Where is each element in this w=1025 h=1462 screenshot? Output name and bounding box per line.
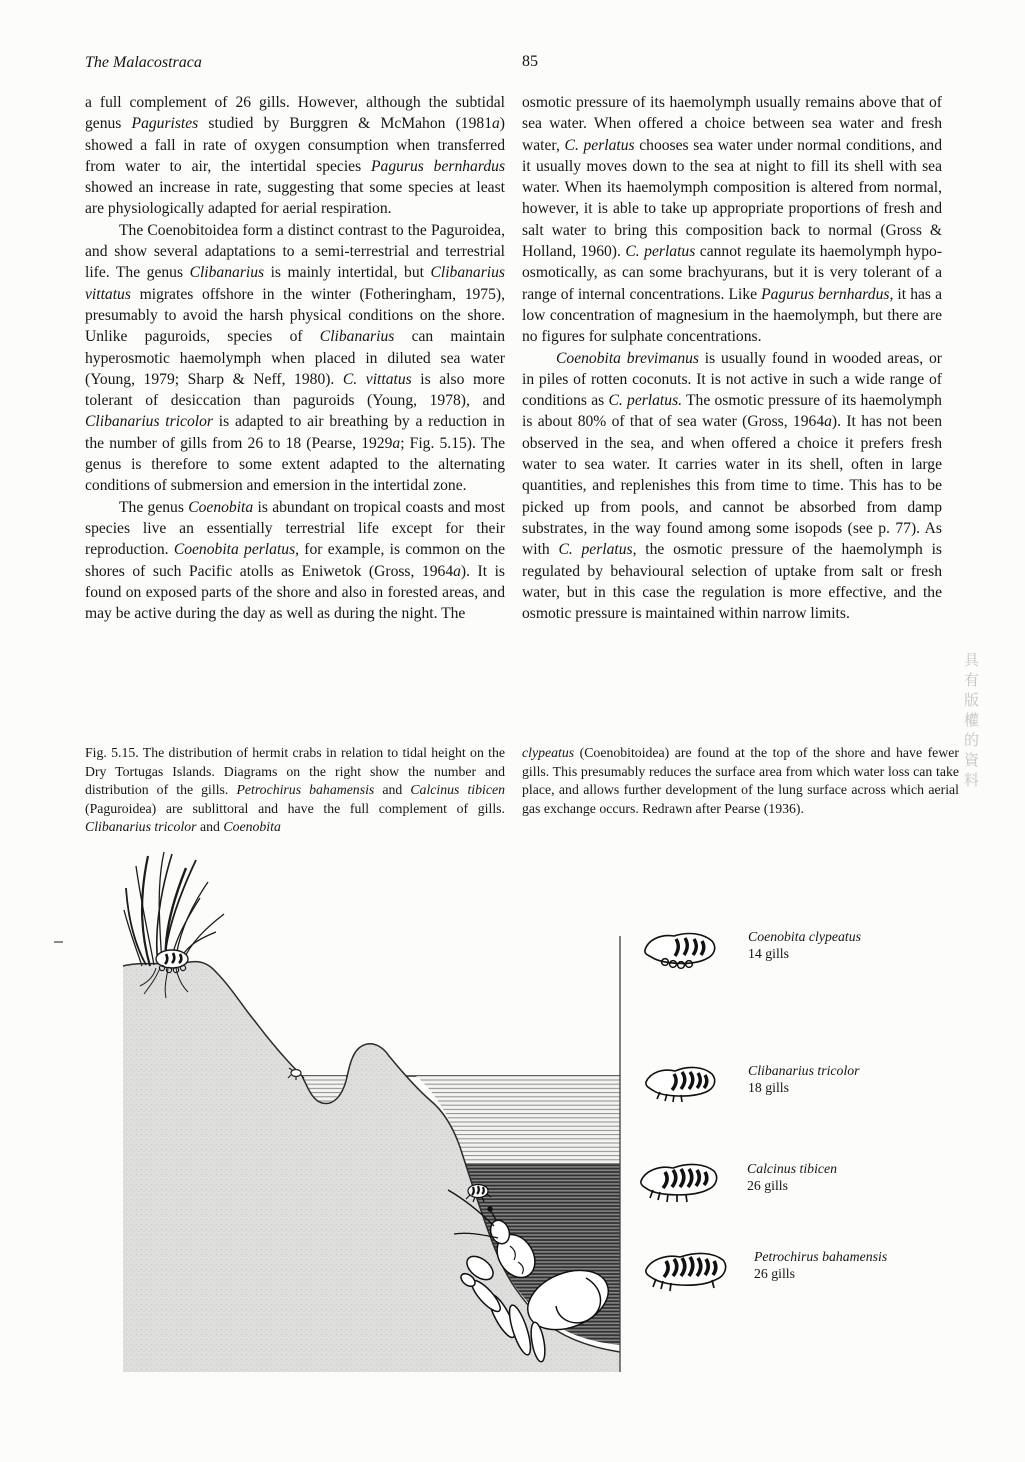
figure-caption-left (85, 744, 505, 837)
species-name: Clibanarius vittatus (85, 264, 505, 303)
running-title: The Malacostraca (85, 54, 202, 71)
text-run: is usually found in wooded areas, or in piles of rotten coconuts. It is not active in such a wide range of conditions as (522, 349, 942, 410)
left-column (85, 92, 505, 624)
species-name: Coenobita perlatus (173, 541, 296, 559)
species-name: Coenobita (188, 498, 254, 516)
species-name: C. perlatus (558, 541, 633, 559)
species-name: a (492, 115, 500, 133)
species-name: a (453, 562, 461, 580)
figure-shore-profile (120, 848, 625, 1375)
species-name: C. perlatus. (608, 392, 683, 410)
text-run: is adapted to air breathing by a reduction in the number of gills from 26 to 18 (Pearse, 1929 (85, 413, 505, 452)
text-run: (Coenobitoidea) are found at the top of the shore and have fewer gills. This presumably reduces the surface area from which water loss can take place, and allows further development of the lung surface across which aerial gas exchange occurs. Redrawn after Pearse (1936). (522, 745, 959, 816)
figure-caption-right (522, 744, 959, 818)
text-run: is mainly intertidal, but (264, 264, 431, 282)
text-run: is also more tolerant of desiccation than paguroids (Young, 1978), and (85, 370, 505, 410)
species-name: Coenobita brevimanus (556, 349, 699, 367)
text-run: The Coenobitoidea form a distinct contrast to the Paguroidea, and show several adaptations to a semi-terrestrial and terrestrial life. The genus (85, 221, 505, 282)
body-paragraph (85, 220, 505, 497)
right-column (522, 92, 942, 624)
text-run: can maintain hyperosmotic haemolymph when placed in diluted sea water (Young, 1979; Sharp & Neff, 1980). (85, 328, 505, 388)
body-paragraph (85, 497, 505, 625)
text-run: , for example, is common on the shores of such Pacific atolls as Eniwetok (Gross, 1964 (85, 541, 505, 580)
species-name: a (392, 434, 401, 452)
text-run: showed an increase in rate, suggesting that some species at least are physiologically adapted for aerial respiration. (85, 179, 505, 218)
copyright-watermark: 具有版權的資料 (962, 652, 980, 792)
species-name: Clibanarius (319, 328, 395, 346)
species-name: clypeatus (522, 745, 575, 760)
body-paragraph (85, 92, 505, 220)
species-name: C. vittatus (342, 370, 412, 388)
legend-label (748, 1062, 860, 1096)
species-name: Clibanarius (189, 264, 265, 282)
species-name: C. perlatus (625, 243, 696, 261)
legend-label (747, 1160, 837, 1194)
legend-row-calcinus-tibicen (637, 1160, 837, 1206)
gill-diagram-clibanarius-tricolor-icon (642, 1062, 726, 1106)
text-run: The genus (119, 498, 189, 516)
species-name: Petrochirus bahamensis (236, 782, 375, 798)
species-name: Clibanarius tricolor (85, 819, 197, 835)
legend-species-name: Calcinus tibicen (747, 1161, 838, 1176)
species-name: Coenobita (223, 819, 281, 835)
legend-row-coenobita-clypeatus (640, 928, 861, 976)
legend-gill-count: 18 gills (748, 1080, 790, 1095)
species-name: C. perlatus (564, 136, 635, 154)
legend-row-petrochirus-bahamensis (642, 1248, 887, 1294)
margin-dash (54, 941, 63, 943)
body-paragraph (522, 92, 942, 348)
gill-diagram-coenobita-clypeatus-icon (640, 928, 726, 976)
body-paragraph (522, 348, 942, 625)
text-run: ). It is found on exposed parts of the shore and also in forested areas, and may be active during the day as well as during the night. The (85, 562, 505, 623)
legend-species-name: Coenobita clypeatus (748, 929, 862, 944)
legend-label (748, 928, 861, 962)
shore-profile-drawing (120, 848, 625, 1375)
text-run: studied by Burggren & McMahon (1981 (198, 115, 492, 133)
text-run: ; Fig. 5.15). The genus is therefore to some extent adapted to the alternating conditions of submersion and emersion in the intertidal zone. (85, 434, 505, 495)
legend-gill-count: 26 gills (747, 1178, 789, 1193)
text-run: and (374, 782, 411, 798)
legend-species-name: Clibanarius tricolor (748, 1063, 860, 1078)
text-run: a full complement of 26 gills. However, although the subtidal genus (85, 94, 505, 133)
species-name: a (824, 413, 832, 431)
gill-diagram-calcinus-tibicen-icon (637, 1160, 725, 1206)
legend-species-name: Petrochirus bahamensis (754, 1249, 888, 1264)
text-run: ) showed a fall in rate of oxygen consumption when transferred from water to air, the intertidal species (85, 115, 505, 175)
text-run: The osmotic pressure of its haemolymph is about 80% of that of sea water (Gross, 1964 (522, 392, 942, 431)
text-run: osmotic pressure of its haemolymph usually remains above that of sea water. When offered a choice between sea water and fresh water, (522, 94, 942, 154)
text-run: (Paguroidea) are sublittoral and have the full complement of gills. (85, 800, 505, 816)
text-run: Fig. 5.15. The distribution of hermit crabs in relation to tidal height on the Dry Tortugas Islands. Diagrams on the right show the number and distribution of the gills. (85, 745, 505, 798)
text-run: , it has a low concentration of magnesium in the haemolymph, but there are no figures for sulphate concentrations. (522, 285, 943, 346)
species-name: Pagurus bernhardus (371, 157, 506, 175)
text-run: is abundant on tropical coasts and most species live an essentially terrestrial life except for their reproduction. (85, 498, 505, 559)
legend-row-clibanarius-tricolor (642, 1062, 860, 1106)
text-run: , the osmotic pressure of the haemolymph is regulated by behavioural selection of uptake from salt or fresh water, but in this case the regulation is more effective, and the osmotic pressure is maintained within narrow limits. (522, 541, 943, 623)
legend-gill-count: 26 gills (754, 1266, 796, 1281)
text-run: chooses sea water under normal conditions, and it usually moves down to the sea at night to fill its shell with sea water. When its haemolymph composition is altered from normal, however, it is able to take up appropriate proportions of fresh and salt water to bring this composition back to normal (Gross & Holland, 1960). (522, 136, 942, 261)
text-run: migrates offshore in the winter (Fotheringham, 1975), presumably to avoid the harsh physical conditions on the shore. Unlike paguroids, species of (85, 285, 505, 346)
species-name: Clibanarius tricolor (85, 413, 213, 431)
text-run: and (196, 819, 224, 835)
legend-gill-count: 14 gills (748, 946, 790, 961)
species-name: Calcinus tibicen (410, 782, 506, 798)
gill-diagram-petrochirus-bahamensis-icon (642, 1248, 732, 1294)
species-name: Paguristes (131, 115, 199, 133)
text-run: cannot regulate its haemolymph hypo-osmotically, as can some brachyurans, but it is very tolerant of a range of internal concentrations. Like (522, 243, 943, 303)
legend-label (754, 1248, 887, 1282)
species-name: Pagurus bernhardus (761, 285, 890, 303)
page-number: 85 (522, 53, 538, 70)
text-run: ). It has not been observed in the sea, and when offered a choice it prefers fresh water to sea water. It carries water in its shell, often in large quantities, and replenishes this from time to time. This has to be picked up from pools, and cannot be absorbed from damp substrates, in the way found among some isopods (see p. 77). As with (522, 413, 942, 559)
